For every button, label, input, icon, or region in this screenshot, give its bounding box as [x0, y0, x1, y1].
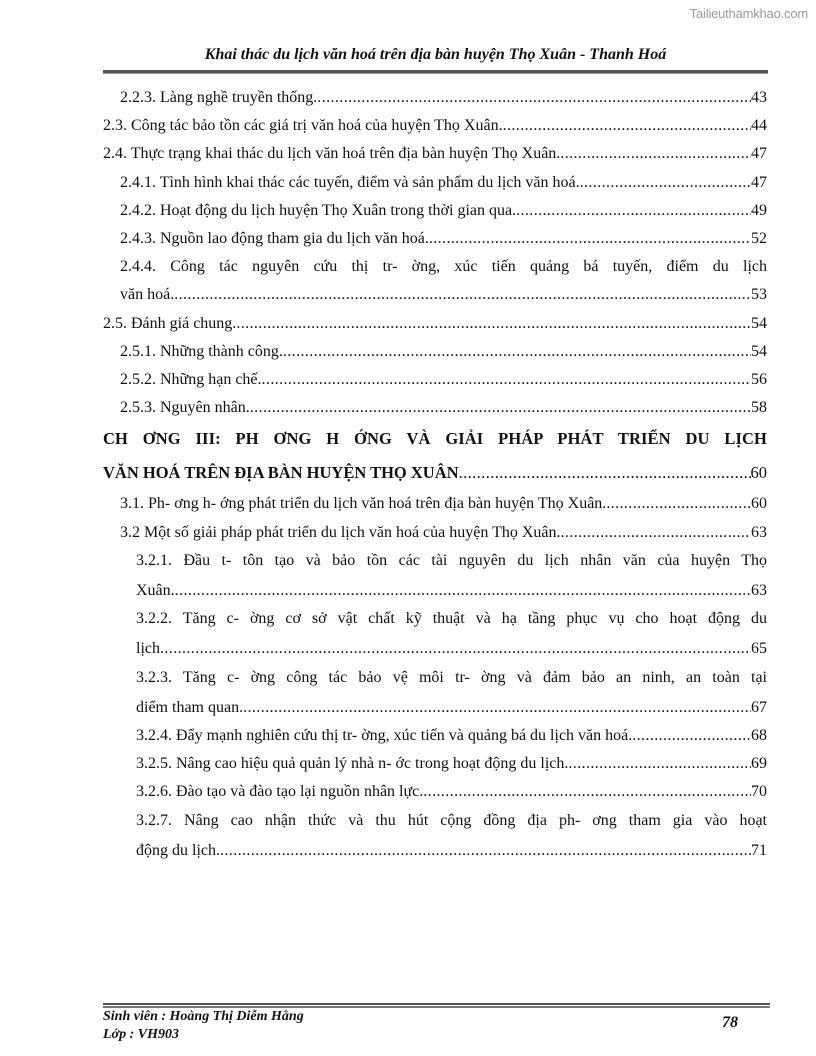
leader-dots	[160, 635, 751, 663]
toc-entry[interactable]	[103, 197, 767, 225]
toc-entry[interactable]	[103, 140, 767, 168]
leader-dots	[459, 456, 751, 490]
toc-page-number: 47	[751, 145, 767, 163]
leader-dots	[632, 722, 751, 750]
toc-page-number: 49	[751, 201, 767, 219]
toc-entry-title: 2.5.3. Nguyên nhân.	[120, 399, 250, 417]
footer-author-block	[103, 1008, 304, 1044]
toc-page-number: 67	[751, 698, 767, 716]
toc-entry[interactable]	[103, 778, 767, 806]
leader-dots	[503, 112, 751, 140]
toc-entry[interactable]	[103, 310, 767, 338]
leader-dots	[516, 197, 751, 225]
toc-entry[interactable]	[103, 519, 767, 547]
toc-page-number: 71	[751, 841, 767, 859]
toc-page-number: 56	[751, 371, 767, 389]
toc-entry[interactable]	[103, 490, 767, 518]
toc-entry-title: động du lịch.	[136, 841, 220, 859]
toc-entry[interactable]	[103, 366, 767, 394]
toc-entry-title: 2.2.3. Làng nghề truyền thống.	[120, 89, 318, 106]
toc-entry-title: 3.2.6. Đào tạo và đào tạo lại nguồn nhân lực.	[136, 783, 424, 801]
toc-page-number: 60	[751, 495, 767, 513]
toc-entry-title: 3.2.5. Nâng cao hiệu quả quản lý nhà n- ớc trong hoạt động du lịch.	[136, 755, 569, 773]
toc-entry-title: 3.2.4. Đẩy mạnh nghiên cứu thị tr- ờng, xúc tiến và quảng bá du lịch văn hoá.	[136, 727, 633, 745]
toc-entry-title-line1: 3.2.2. Tăng c- ờng cơ sở vật chất kỹ thuật và hạ tầng phục vụ cho hoạt động du	[136, 610, 767, 628]
leader-dots	[174, 281, 751, 309]
toc-entry-title: văn hoá.	[120, 286, 175, 304]
chapter-title-line1: CH ƠNG III: PH ƠNG H ỚNG VÀ GIẢI PHÁP PHÁT TRIỂN DU LỊCH	[103, 429, 767, 449]
toc-entry[interactable]	[103, 605, 767, 663]
leader-dots	[580, 169, 751, 197]
toc-entry-title: 3.1. Ph- ơng h- ớng phát triển du lịch văn hoá trên địa bàn huyện Thọ Xuân.	[120, 495, 607, 513]
toc-entry[interactable]	[103, 664, 767, 722]
leader-dots	[429, 225, 751, 253]
footer-student: Sinh viên : Hoàng Thị Diễm Hằng	[103, 1009, 304, 1024]
footer-class: Lớp : VH903	[103, 1027, 179, 1042]
leader-dots	[560, 140, 751, 168]
toc-entry[interactable]	[103, 225, 767, 253]
toc-entry-title: 3.2 Một số giải pháp phát triển du lịch văn hoá của huyện Thọ Xuân.	[120, 523, 561, 541]
toc-page-number: 54	[751, 342, 767, 360]
toc-entry[interactable]	[103, 112, 767, 140]
leader-dots	[175, 577, 751, 605]
leader-dots	[423, 778, 751, 806]
leader-dots	[606, 490, 751, 518]
toc-page-number: 52	[751, 230, 767, 248]
toc-page-number: 68	[751, 727, 767, 745]
toc-page-number: 60	[750, 463, 767, 483]
toc-entry[interactable]	[103, 253, 767, 309]
toc-entry[interactable]	[103, 84, 767, 112]
toc-entry-title-line1: 3.2.1. Đầu t- tôn tạo và bảo tồn các tài nguyên du lịch nhân văn của huyện Thọ	[136, 551, 767, 569]
toc-entry-title: 2.3. Công tác bảo tồn các giá trị văn hoá của huyện Thọ Xuân.	[103, 117, 503, 135]
leader-dots	[220, 837, 751, 865]
toc-page-number: 53	[751, 286, 767, 304]
toc-entry-title: Xuân.	[136, 582, 175, 600]
leader-dots	[283, 338, 751, 366]
toc-page-number: 70	[751, 783, 767, 801]
toc-entry-title-line1: 3.2.3. Tăng c- ờng công tác bảo vệ môi tr- ờng và đảm bảo an ninh, an toàn tại	[136, 668, 767, 686]
toc-entry[interactable]	[103, 547, 767, 605]
leader-dots	[262, 366, 751, 394]
page-number: 78	[722, 1014, 738, 1031]
toc-page-number: 69	[751, 755, 767, 773]
toc-entry[interactable]	[103, 807, 767, 865]
watermark: Tailieuthamkhao.com	[689, 6, 808, 21]
toc-entry[interactable]	[103, 169, 767, 197]
toc-page-number: 47	[751, 173, 767, 191]
toc-entry-title: diểm tham quan.	[136, 698, 244, 716]
leader-dots	[317, 84, 751, 112]
toc-chapter-heading[interactable]	[103, 422, 767, 490]
toc-entry-title-line1: 3.2.7. Nâng cao nhận thức và thu hút cộng đồng địa ph- ơng tham gia vào hoạt	[136, 811, 767, 829]
toc-page-number: 43	[751, 89, 767, 106]
toc-entry-title: 2.5. Đánh giá chung.	[103, 314, 237, 332]
toc-page-number: 65	[751, 640, 767, 658]
toc-page-number: 44	[751, 117, 767, 135]
toc-page-number: 54	[751, 314, 767, 332]
leader-dots	[561, 519, 752, 547]
toc-entry[interactable]	[103, 338, 767, 366]
leader-dots	[250, 394, 751, 422]
toc-entry-title: lịch	[136, 640, 160, 658]
running-header: Khai thác du lịch văn hoá trên địa bàn huyện Thọ Xuân - Thanh Hoá	[204, 46, 667, 63]
leader-dots	[243, 694, 751, 722]
toc-entry-title: 2.5.2. Những hạn chế.	[120, 371, 262, 389]
leader-dots	[568, 750, 751, 778]
toc-entry-title: 2.4.2. Hoạt động du lịch huyện Thọ Xuân trong thời gian qua.	[120, 201, 517, 219]
toc-entry-title: 2.4.1. Tình hình khai thác các tuyến, điểm và sản phẩm du lịch văn hoá.	[120, 173, 580, 191]
toc-page-number: 58	[751, 399, 767, 417]
toc-entry[interactable]	[103, 394, 767, 422]
toc-page-number: 63	[751, 523, 767, 541]
leader-dots	[236, 310, 751, 338]
table-of-contents	[103, 84, 767, 865]
chapter-title: VĂN HOÁ TRÊN ĐỊA BÀN HUYỆN THỌ XUÂN	[103, 463, 459, 483]
toc-entry-title-line1: 2.4.4. Công tác nguyên cứu thị tr- ờng, xúc tiến quảng bá tuyến, điểm du lịch	[120, 258, 767, 276]
toc-entry[interactable]	[103, 750, 767, 778]
toc-entry[interactable]	[103, 722, 767, 750]
toc-page-number: 63	[751, 582, 767, 600]
toc-entry-title: 2.4. Thực trạng khai thác du lịch văn hoá trên địa bàn huyện Thọ Xuân.	[103, 145, 561, 163]
toc-entry-title: 2.4.3. Nguồn lao động tham gia du lịch văn hoá.	[120, 230, 429, 248]
header-rule	[103, 70, 768, 74]
toc-entry-title: 2.5.1. Những thành công.	[120, 342, 283, 360]
